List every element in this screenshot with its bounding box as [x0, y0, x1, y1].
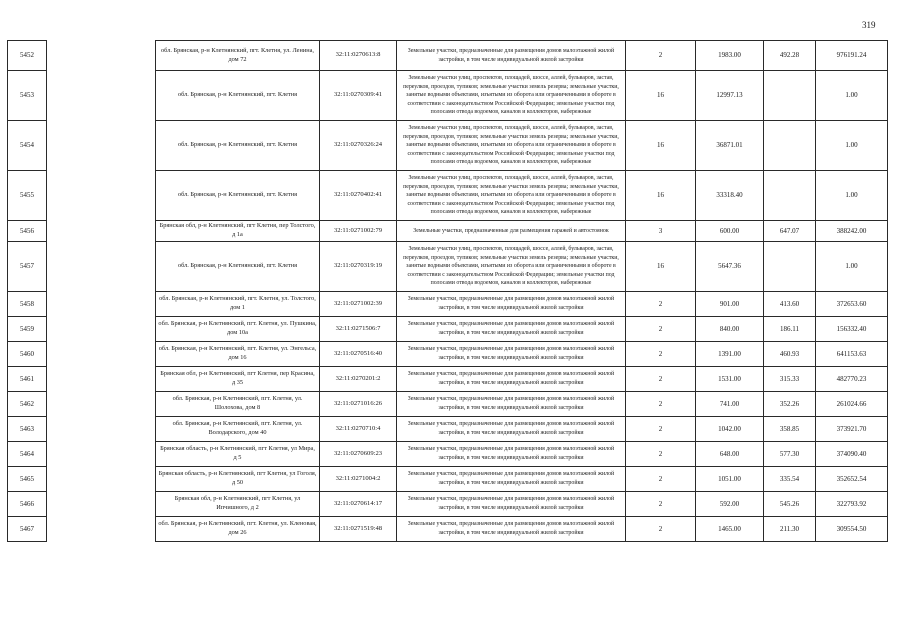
unit-value-cell: 545.26	[764, 492, 816, 517]
address-cell: обл. Брянская, р-н Клетнянский, пгт. Клетня	[156, 71, 320, 121]
cadastral-number-cell: 32:11:0271004:2	[320, 467, 397, 492]
spacer-cell	[47, 342, 156, 367]
address-cell: обл. Брянская, р-н Клетнянский, пгт. Клетня, ул. Ленина, дом 72	[156, 41, 320, 71]
land-use-text: Земельные участки улиц, проспектов, площадей, шоссе, аллей, бульваров, застав, переулков, проездов, тупиков; земельные участки земель резерва; земельные участки, занятые водными объектами, изъятыми из оборота или ограниченными в обороте в соответствии с законодательством Российской Федерации; земельные участки под полосами отвода водоемов, каналов и коллекторов, набережные	[403, 125, 619, 166]
area-cell: 1465.00	[696, 517, 764, 542]
spacer-cell	[47, 467, 156, 492]
unit-value-cell: 460.93	[764, 342, 816, 367]
row-number: 5458	[8, 292, 47, 317]
address-cell: Брянская область, р-н Клетнянский, пгт Клетня, ул Гоголя, д 50	[156, 467, 320, 492]
row-number: 5452	[8, 41, 47, 71]
use-group-cell: 2	[626, 317, 696, 342]
cadastral-number-cell: 32:11:0270613:8	[320, 41, 397, 71]
row-number: 5459	[8, 317, 47, 342]
cadastral-number-cell: 32:11:0271002:79	[320, 221, 397, 242]
address-cell: Брянская обл, р-н Клетнянский, пгт Клетня, ул Ипчишного, д 2	[156, 492, 320, 517]
use-group-cell: 2	[626, 292, 696, 317]
land-use-cell	[397, 71, 626, 121]
spacer-cell	[47, 317, 156, 342]
land-use-cell	[397, 442, 626, 467]
cadastral-value-cell: 1.00	[816, 171, 888, 221]
cadastral-value-cell: 352652.54	[816, 467, 888, 492]
land-use-text: Земельные участки, предназначенные для размещения домов малоэтажной жилой застройки, в том числе индивидуальной жилой застройки	[407, 371, 615, 386]
spacer-cell	[47, 121, 156, 171]
unit-value-cell: 358.85	[764, 417, 816, 442]
land-use-cell	[397, 292, 626, 317]
cadastral-value-cell: 322793.92	[816, 492, 888, 517]
use-group-cell: 16	[626, 242, 696, 292]
cadastral-number-cell: 32:11:0270309:41	[320, 71, 397, 121]
cadastral-number-cell: 32:11:0271519:48	[320, 517, 397, 542]
cadastral-value-cell: 156332.40	[816, 317, 888, 342]
table-row	[8, 317, 888, 342]
land-use-text: Земельные участки, предназначенные для размещения домов малоэтажной жилой застройки, в том числе индивидуальной жилой застройки	[407, 346, 615, 361]
unit-value-cell: 186.11	[764, 317, 816, 342]
area-cell: 1051.00	[696, 467, 764, 492]
land-use-cell	[397, 392, 626, 417]
unit-value-cell	[764, 121, 816, 171]
cadastral-number-cell: 32:11:0270201:2	[320, 367, 397, 392]
row-number: 5460	[8, 342, 47, 367]
table-row	[8, 517, 888, 542]
spacer-cell	[47, 71, 156, 121]
land-use-cell	[397, 467, 626, 492]
address-cell: обл. Брянская, р-н Клетнянский, пгт. Клетня	[156, 242, 320, 292]
address-cell: обл. Брянская, р-н Клетнянский, пгт. Клетня, ул. Шолохова, дом 8	[156, 392, 320, 417]
use-group-cell: 2	[626, 342, 696, 367]
table-row	[8, 71, 888, 121]
cadastral-value-cell: 388242.00	[816, 221, 888, 242]
cadastral-number-cell: 32:11:0271002:39	[320, 292, 397, 317]
land-use-text: Земельные участки, предназначенные для размещения домов малоэтажной жилой застройки, в том числе индивидуальной жилой застройки	[407, 396, 615, 411]
land-use-cell	[397, 317, 626, 342]
land-use-text: Земельные участки, предназначенные для размещения домов малоэтажной жилой застройки, в том числе индивидуальной жилой застройки	[407, 321, 615, 336]
unit-value-cell: 352.26	[764, 392, 816, 417]
area-cell: 1042.00	[696, 417, 764, 442]
table-row	[8, 467, 888, 492]
cadastral-value-cell: 372653.60	[816, 292, 888, 317]
unit-value-cell	[764, 71, 816, 121]
unit-value-cell	[764, 242, 816, 292]
land-use-cell	[397, 517, 626, 542]
use-group-cell: 2	[626, 467, 696, 492]
row-number: 5457	[8, 242, 47, 292]
cadastral-value-cell: 1.00	[816, 71, 888, 121]
use-group-cell: 2	[626, 492, 696, 517]
table-body	[8, 41, 888, 542]
use-group-cell: 2	[626, 367, 696, 392]
address-cell: обл. Брянская, р-н Клетнянский, пгт. Клетня, ул. Володарского, дом 40	[156, 417, 320, 442]
table-row	[8, 171, 888, 221]
cadastral-value-cell: 261024.66	[816, 392, 888, 417]
row-number: 5463	[8, 417, 47, 442]
unit-value-cell: 211.30	[764, 517, 816, 542]
area-cell: 36871.01	[696, 121, 764, 171]
area-cell: 1531.00	[696, 367, 764, 392]
address-cell: Брянская обл, р-н Клетнянский, пгт Клетня, пер Красина, д 35	[156, 367, 320, 392]
area-cell: 1391.00	[696, 342, 764, 367]
cadastral-number-cell: 32:11:0270402:41	[320, 171, 397, 221]
address-cell: обл. Брянская, р-н Клетнянский, пгт. Клетня, ул. Энгельса, дом 16	[156, 342, 320, 367]
row-number: 5465	[8, 467, 47, 492]
cadastral-value-table	[7, 40, 888, 542]
spacer-cell	[47, 171, 156, 221]
area-cell: 5647.36	[696, 242, 764, 292]
spacer-cell	[47, 417, 156, 442]
land-use-text: Земельные участки, предназначенные для размещения домов малоэтажной жилой застройки, в том числе индивидуальной жилой застройки	[407, 47, 615, 63]
area-cell: 648.00	[696, 442, 764, 467]
area-cell: 33318.40	[696, 171, 764, 221]
spacer-cell	[47, 442, 156, 467]
row-number: 5456	[8, 221, 47, 242]
unit-value-cell: 492.28	[764, 41, 816, 71]
area-cell: 592.00	[696, 492, 764, 517]
land-use-cell	[397, 41, 626, 71]
land-use-text: Земельные участки, предназначенные для размещения домов малоэтажной жилой застройки, в том числе индивидуальной жилой застройки	[407, 496, 615, 511]
cadastral-number-cell: 32:11:0270609:23	[320, 442, 397, 467]
cadastral-number-cell: 32:11:0270326:24	[320, 121, 397, 171]
cadastral-value-cell: 1.00	[816, 121, 888, 171]
cadastral-value-cell: 976191.24	[816, 41, 888, 71]
cadastral-number-cell: 32:11:0270614:17	[320, 492, 397, 517]
cadastral-number-cell: 32:11:0270710:4	[320, 417, 397, 442]
table-row	[8, 367, 888, 392]
address-cell: обл. Брянская, р-н Клетнянский, пгт. Клетня	[156, 171, 320, 221]
page-number: 319	[862, 20, 876, 30]
use-group-cell: 16	[626, 71, 696, 121]
table-row	[8, 242, 888, 292]
cadastral-value-cell: 1.00	[816, 242, 888, 292]
land-use-text: Земельные участки улиц, проспектов, площадей, шоссе, аллей, бульваров, застав, переулков, проездов, тупиков; земельные участки земель резерва; земельные участки, занятые водными объектами, изъятыми из оборота или ограниченными в обороте в соответствии с законодательством Российской Федерации; земельные участки под полосами отвода водоемов, каналов и коллекторов, набережные	[403, 175, 619, 216]
address-cell: обл. Брянская, р-н Клетнянский, пгт. Клетня, ул. Кленовая, дом 26	[156, 517, 320, 542]
address-cell: обл. Брянская, р-н Клетнянский, пгт. Клетня, ул. Пушкина, дом 10а	[156, 317, 320, 342]
table-row	[8, 442, 888, 467]
cadastral-number-cell: 32:11:0271506:7	[320, 317, 397, 342]
row-number: 5462	[8, 392, 47, 417]
land-use-text: Земельные участки, предназначенные для размещения домов малоэтажной жилой застройки, в том числе индивидуальной жилой застройки	[407, 471, 615, 486]
use-group-cell: 2	[626, 392, 696, 417]
table-row	[8, 392, 888, 417]
spacer-cell	[47, 221, 156, 242]
land-use-text: Земельные участки, предназначенные для размещения домов малоэтажной жилой застройки, в том числе индивидуальной жилой застройки	[407, 296, 615, 311]
table-row	[8, 221, 888, 242]
spacer-cell	[47, 41, 156, 71]
address-cell: обл. Брянская, р-н Клетнянский, пгт. Клетня	[156, 121, 320, 171]
use-group-cell: 2	[626, 517, 696, 542]
use-group-cell: 3	[626, 221, 696, 242]
table-row	[8, 292, 888, 317]
land-use-text: Земельные участки улиц, проспектов, площадей, шоссе, аллей, бульваров, застав, переулков, проездов, тупиков; земельные участки земель резерва; земельные участки, занятые водными объектами, изъятыми из оборота или ограниченными в обороте в соответствии с законодательством Российской Федерации; земельные участки под полосами отвода водоемов, каналов и коллекторов, набережные	[403, 75, 619, 116]
unit-value-cell: 413.60	[764, 292, 816, 317]
use-group-cell: 16	[626, 121, 696, 171]
use-group-cell: 2	[626, 442, 696, 467]
cadastral-number-cell: 32:11:0270319:19	[320, 242, 397, 292]
area-cell: 840.00	[696, 317, 764, 342]
area-cell: 600.00	[696, 221, 764, 242]
cadastral-value-cell: 373921.70	[816, 417, 888, 442]
spacer-cell	[47, 517, 156, 542]
row-number: 5454	[8, 121, 47, 171]
row-number: 5467	[8, 517, 47, 542]
area-cell: 741.00	[696, 392, 764, 417]
use-group-cell: 2	[626, 41, 696, 71]
cadastral-number-cell: 32:11:0271016:26	[320, 392, 397, 417]
cadastral-value-cell: 309554.50	[816, 517, 888, 542]
land-use-cell	[397, 221, 626, 242]
land-use-text: Земельные участки, предназначенные для размещения гаражей и автостоянок	[413, 227, 609, 234]
address-cell: обл. Брянская, р-н Клетнянский, пгт. Клетня, ул. Толстого, дом 1	[156, 292, 320, 317]
row-number: 5453	[8, 71, 47, 121]
row-number: 5464	[8, 442, 47, 467]
land-use-cell	[397, 342, 626, 367]
use-group-cell: 2	[626, 417, 696, 442]
spacer-cell	[47, 392, 156, 417]
cadastral-value-cell: 374090.40	[816, 442, 888, 467]
land-use-cell	[397, 242, 626, 292]
spacer-cell	[47, 242, 156, 292]
land-use-cell	[397, 121, 626, 171]
land-use-cell	[397, 171, 626, 221]
table-row	[8, 121, 888, 171]
land-use-text: Земельные участки, предназначенные для размещения домов малоэтажной жилой застройки, в том числе индивидуальной жилой застройки	[407, 421, 615, 436]
unit-value-cell: 315.33	[764, 367, 816, 392]
cadastral-value-cell: 482770.23	[816, 367, 888, 392]
land-use-text: Земельные участки, предназначенные для размещения домов малоэтажной жилой застройки, в том числе индивидуальной жилой застройки	[407, 521, 615, 536]
area-cell: 1983.00	[696, 41, 764, 71]
table-row	[8, 492, 888, 517]
unit-value-cell: 577.30	[764, 442, 816, 467]
cadastral-value-cell: 641153.63	[816, 342, 888, 367]
land-use-text: Земельные участки улиц, проспектов, площадей, шоссе, аллей, бульваров, застав, переулков, проездов, тупиков; земельные участки земель резерва; земельные участки, занятые водными объектами, изъятыми из оборота или ограниченными в обороте в соответствии с законодательством Российской Федерации; земельные участки под полосами отвода водоемов, каналов и коллекторов, набережные	[403, 246, 619, 287]
unit-value-cell: 647.07	[764, 221, 816, 242]
land-use-cell	[397, 417, 626, 442]
table-row	[8, 342, 888, 367]
land-use-text: Земельные участки, предназначенные для размещения домов малоэтажной жилой застройки, в том числе индивидуальной жилой застройки	[407, 446, 615, 461]
address-cell: Брянская область, р-н Клетнянский, пгт Клетня, ул Мира, д 5	[156, 442, 320, 467]
area-cell: 12997.13	[696, 71, 764, 121]
spacer-cell	[47, 367, 156, 392]
spacer-cell	[47, 492, 156, 517]
unit-value-cell: 335.54	[764, 467, 816, 492]
table-row	[8, 417, 888, 442]
spacer-cell	[47, 292, 156, 317]
use-group-cell: 16	[626, 171, 696, 221]
land-use-cell	[397, 367, 626, 392]
area-cell: 901.00	[696, 292, 764, 317]
row-number: 5466	[8, 492, 47, 517]
row-number: 5455	[8, 171, 47, 221]
unit-value-cell	[764, 171, 816, 221]
row-number: 5461	[8, 367, 47, 392]
address-cell: Брянская обл, р-н Клетнянский, пгт Клетня, пер Толстого, д 1а	[156, 221, 320, 242]
cadastral-number-cell: 32:11:0270516:40	[320, 342, 397, 367]
table-row	[8, 41, 888, 71]
land-use-cell	[397, 492, 626, 517]
